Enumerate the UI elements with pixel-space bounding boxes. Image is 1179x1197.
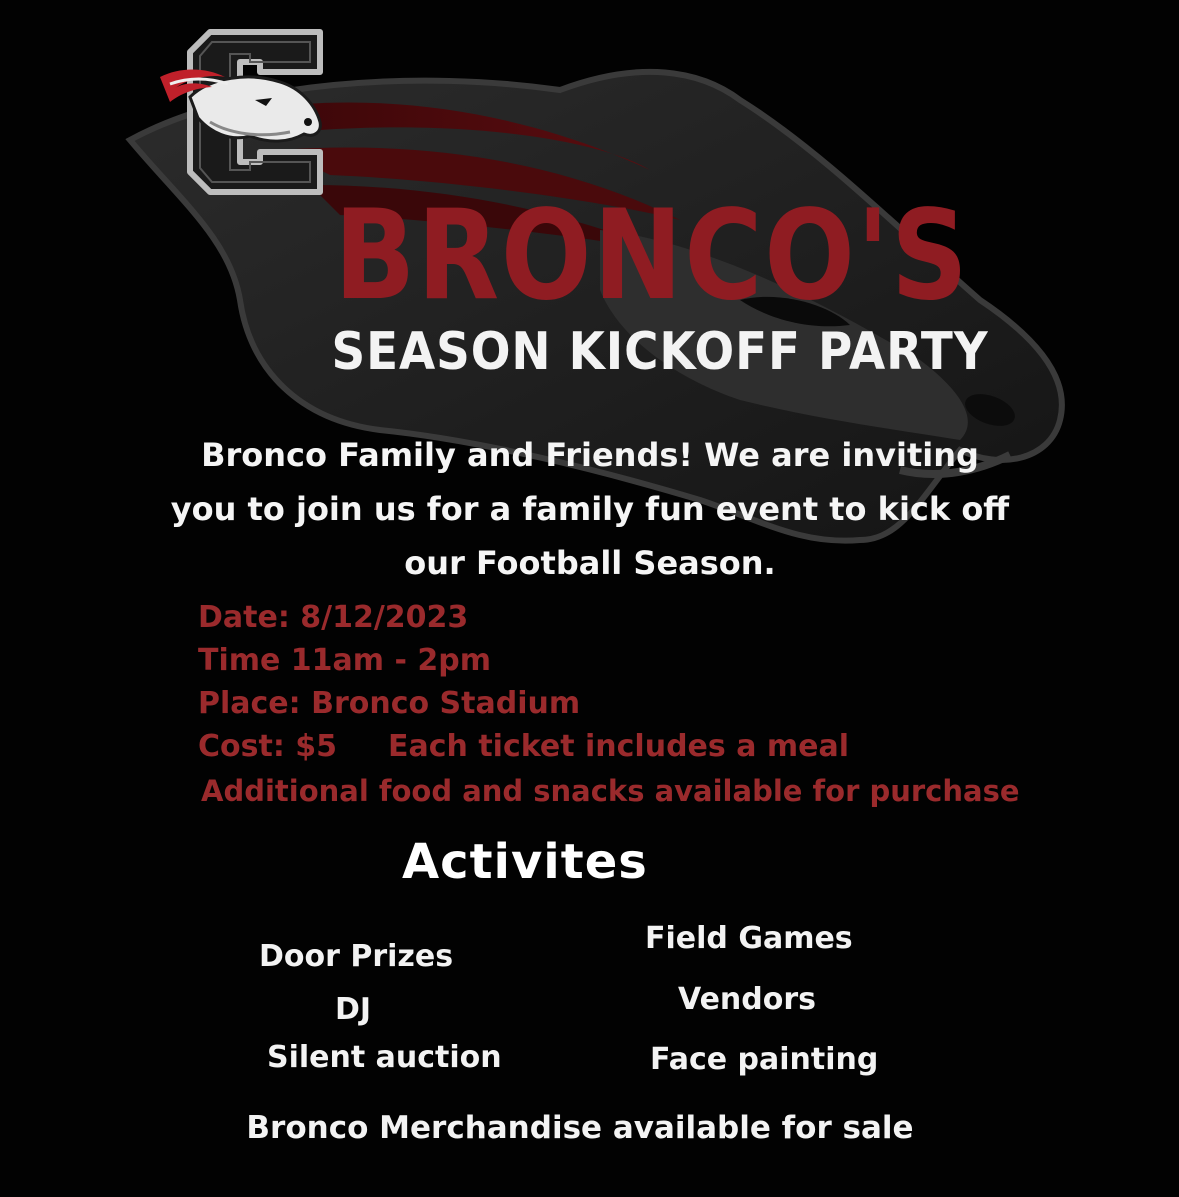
activity-field-games: Field Games (645, 921, 853, 956)
event-date: Date: 8/12/2023 (198, 600, 469, 635)
event-cost: Cost: $5 (198, 729, 338, 764)
bronco-c-logo-icon (150, 22, 350, 202)
activity-vendors: Vendors (678, 982, 817, 1017)
event-additional-food: Additional food and snacks available for purchase (201, 774, 1020, 808)
event-subheadline: SEASON KICKOFF PARTY (331, 322, 989, 382)
event-place: Place: Bronco Stadium (198, 686, 581, 721)
event-time: Time 11am - 2pm (198, 643, 491, 678)
intro-line-1: Bronco Family and Friends! We are inviting (201, 436, 979, 474)
event-meal-note: Each ticket includes a meal (388, 729, 850, 764)
event-headline: BRONCO'S (334, 184, 970, 328)
activity-silent-auction: Silent auction (267, 1040, 502, 1075)
activity-face-painting: Face painting (650, 1042, 879, 1077)
activities-heading: Activites (402, 834, 648, 890)
merchandise-note: Bronco Merchandise available for sale (246, 1110, 914, 1146)
activity-dj: DJ (335, 992, 372, 1027)
intro-line-2: you to join us for a family fun event to kick off (170, 490, 1010, 528)
activity-door-prizes: Door Prizes (259, 939, 454, 974)
intro-line-3: our Football Season. (404, 544, 776, 582)
